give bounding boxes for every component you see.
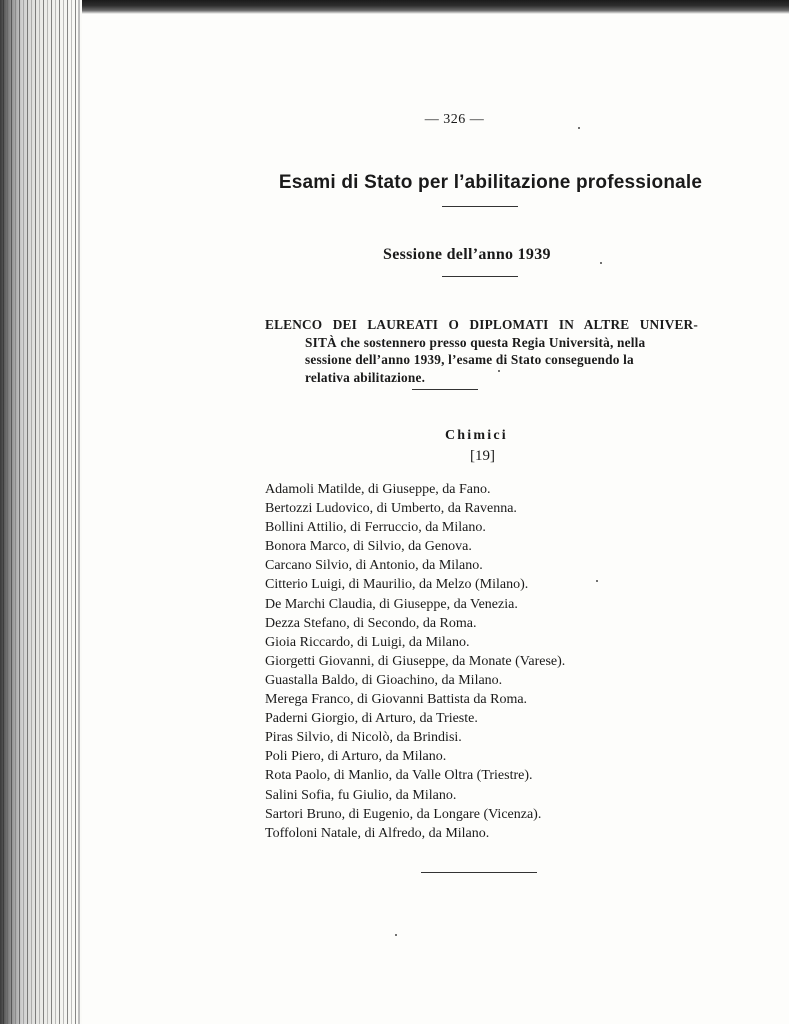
page-title <box>0 172 789 194</box>
list-item: Carcano Silvio, di Antonio, da Milano. <box>265 558 483 574</box>
list-item: Salini Sofia, fu Giulio, da Milano. <box>265 787 457 803</box>
page-number-text: — 326 — <box>424 112 485 127</box>
list-item: De Marchi Claudia, di Giuseppe, da Venezia. <box>265 596 518 612</box>
session-divider <box>442 276 518 277</box>
list-item: Merega Franco, di Giovanni Battista da Roma. <box>265 692 528 708</box>
scan-speck <box>596 580 598 582</box>
list-item: Gioia Riccardo, di Luigi, da Milano. <box>265 634 470 650</box>
names-list <box>265 480 565 843</box>
book-binding <box>0 0 82 1024</box>
session-title: Sessione dell’anno 1939 <box>383 246 551 263</box>
page-title-text: Esami di Stato per l’abilitazione professionale <box>278 172 703 193</box>
list-item: Bertozzi Ludovico, di Umberto, da Ravenna. <box>265 501 517 517</box>
scan-speck <box>395 934 397 936</box>
list-item: Giorgetti Giovanni, di Giuseppe, da Monate (Varese). <box>265 653 566 669</box>
intro-line-1: ELENCO DEI LAUREATI O DIPLOMATI IN ALTRE UNIVER- <box>265 317 698 332</box>
section-count: [19] <box>470 448 495 464</box>
section-heading: Chimici <box>445 428 508 443</box>
list-item: Bonora Marco, di Silvio, da Genova. <box>265 539 472 555</box>
list-item: Adamoli Matilde, di Giuseppe, da Fano. <box>265 482 491 497</box>
intro-line-4: relativa abilitazione. <box>305 369 426 385</box>
list-item: Dezza Stefano, di Secondo, da Roma. <box>265 615 477 631</box>
title-divider <box>442 206 518 207</box>
scan-speck <box>600 262 602 264</box>
end-divider <box>421 872 537 873</box>
list-item: Rota Paolo, di Manlio, da Valle Oltra (Triestre). <box>265 768 533 784</box>
list-item: Toffoloni Natale, di Alfredo, da Milano. <box>265 825 490 841</box>
intro-line-3: sessione dell’anno 1939, l’esame di Stato conseguendo la <box>305 352 634 367</box>
intro-line-2: SITÀ che sostennero presso questa Regia Università, nella <box>305 334 646 350</box>
intro-paragraph <box>265 316 698 386</box>
binding-edge-line <box>78 0 80 1024</box>
list-item: Citterio Luigi, di Maurilio, da Melzo (Milano). <box>265 577 529 593</box>
list-item: Bollini Attilio, di Ferruccio, da Milano. <box>265 520 486 536</box>
list-item: Sartori Bruno, di Eugenio, da Longare (Vicenza). <box>265 806 542 822</box>
list-item: Paderni Giorgio, di Arturo, da Trieste. <box>265 711 478 727</box>
page-number <box>0 112 789 128</box>
list-item: Poli Piero, di Arturo, da Milano. <box>265 749 447 765</box>
list-item: Piras Silvio, di Nicolò, da Brindisi. <box>265 730 462 746</box>
scan-speck <box>578 127 580 129</box>
scan-speck <box>498 370 500 372</box>
list-item: Guastalla Baldo, di Gioachino, da Milano. <box>265 672 503 688</box>
scan-top-edge <box>0 0 789 14</box>
intro-divider <box>412 389 478 390</box>
